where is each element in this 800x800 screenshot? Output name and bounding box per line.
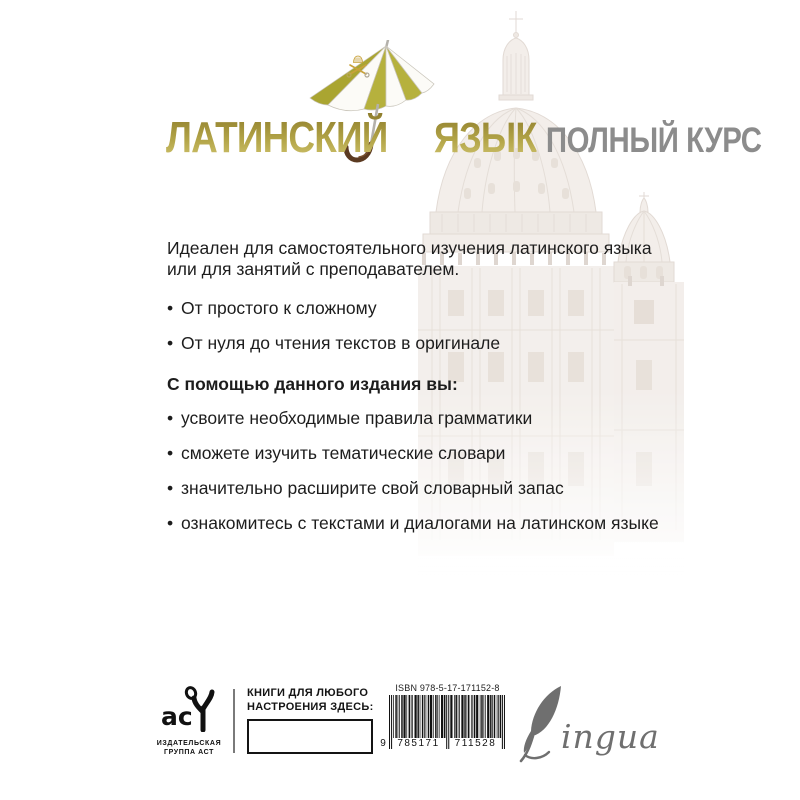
benefit-text: сможете изучить тематические словари <box>181 442 506 463</box>
bullet-glyph: • <box>167 512 174 533</box>
list-item <box>167 333 683 354</box>
benefit-text: значительно расширите свой словарный запас <box>181 477 564 498</box>
subtitle: ПОЛНЫЙ КУРС <box>545 121 762 160</box>
bullet-glyph: • <box>167 442 174 463</box>
title-line2: ЯЗЫК <box>434 114 537 162</box>
barcode-block <box>380 683 506 749</box>
ast-publisher-block <box>146 684 232 757</box>
ast-logo-letters: ас <box>161 702 193 731</box>
isbn-text: ISBN 978-5-17-171152-8 <box>395 683 500 693</box>
intro-line: Идеален для самостоятельного изучения латинского языка <box>167 238 652 258</box>
lingua-wordmark: ingua <box>561 717 660 756</box>
subheading: С помощью данного издания вы: <box>167 373 458 394</box>
bullet-glyph: • <box>167 407 174 428</box>
list-item <box>167 513 683 534</box>
qr-promo-line: КНИГИ ДЛЯ ЛЮБОГО <box>247 687 369 699</box>
title-block <box>166 112 800 160</box>
lingua-imprint-logo <box>518 684 660 764</box>
list-item <box>167 298 683 319</box>
qr-promo-line: НАСТРОЕНИЯ ЗДЕСЬ: <box>247 700 374 713</box>
list-item <box>167 478 683 499</box>
footer-divider <box>233 689 235 753</box>
title-line1: ЛАТИНСКИЙ <box>166 113 388 162</box>
list-item <box>167 443 683 464</box>
bullet-glyph: • <box>167 297 174 318</box>
feature-text: От простого к сложному <box>181 297 377 318</box>
list-item <box>167 408 683 429</box>
bullet-glyph: • <box>167 477 174 498</box>
barcode-digits: 711528 <box>451 738 500 749</box>
description-copy <box>167 227 683 548</box>
benefit-text: ознакомитесь с текстами и диалогами на латинском языке <box>181 512 659 533</box>
ast-logo-icon <box>160 684 218 732</box>
feature-text: От нуля до чтения текстов в оригинале <box>181 332 501 353</box>
barcode-digits: 785171 <box>394 738 443 749</box>
ast-caption <box>146 739 232 757</box>
qr-promo-block <box>247 687 374 754</box>
barcode-digit: 9 <box>380 738 386 749</box>
ast-caption-line: ИЗДАТЕЛЬСКАЯ <box>156 740 222 747</box>
qr-promo-label <box>247 687 374 714</box>
qr-placeholder-box <box>247 719 373 754</box>
benefit-text: усвоите необходимые правила грамматики <box>181 407 533 428</box>
intro-line: или для занятий с преподавателем. <box>167 259 460 279</box>
ast-caption-line: ГРУППА АСТ <box>164 749 214 756</box>
bullet-glyph: • <box>167 332 174 353</box>
barcode <box>380 695 506 749</box>
